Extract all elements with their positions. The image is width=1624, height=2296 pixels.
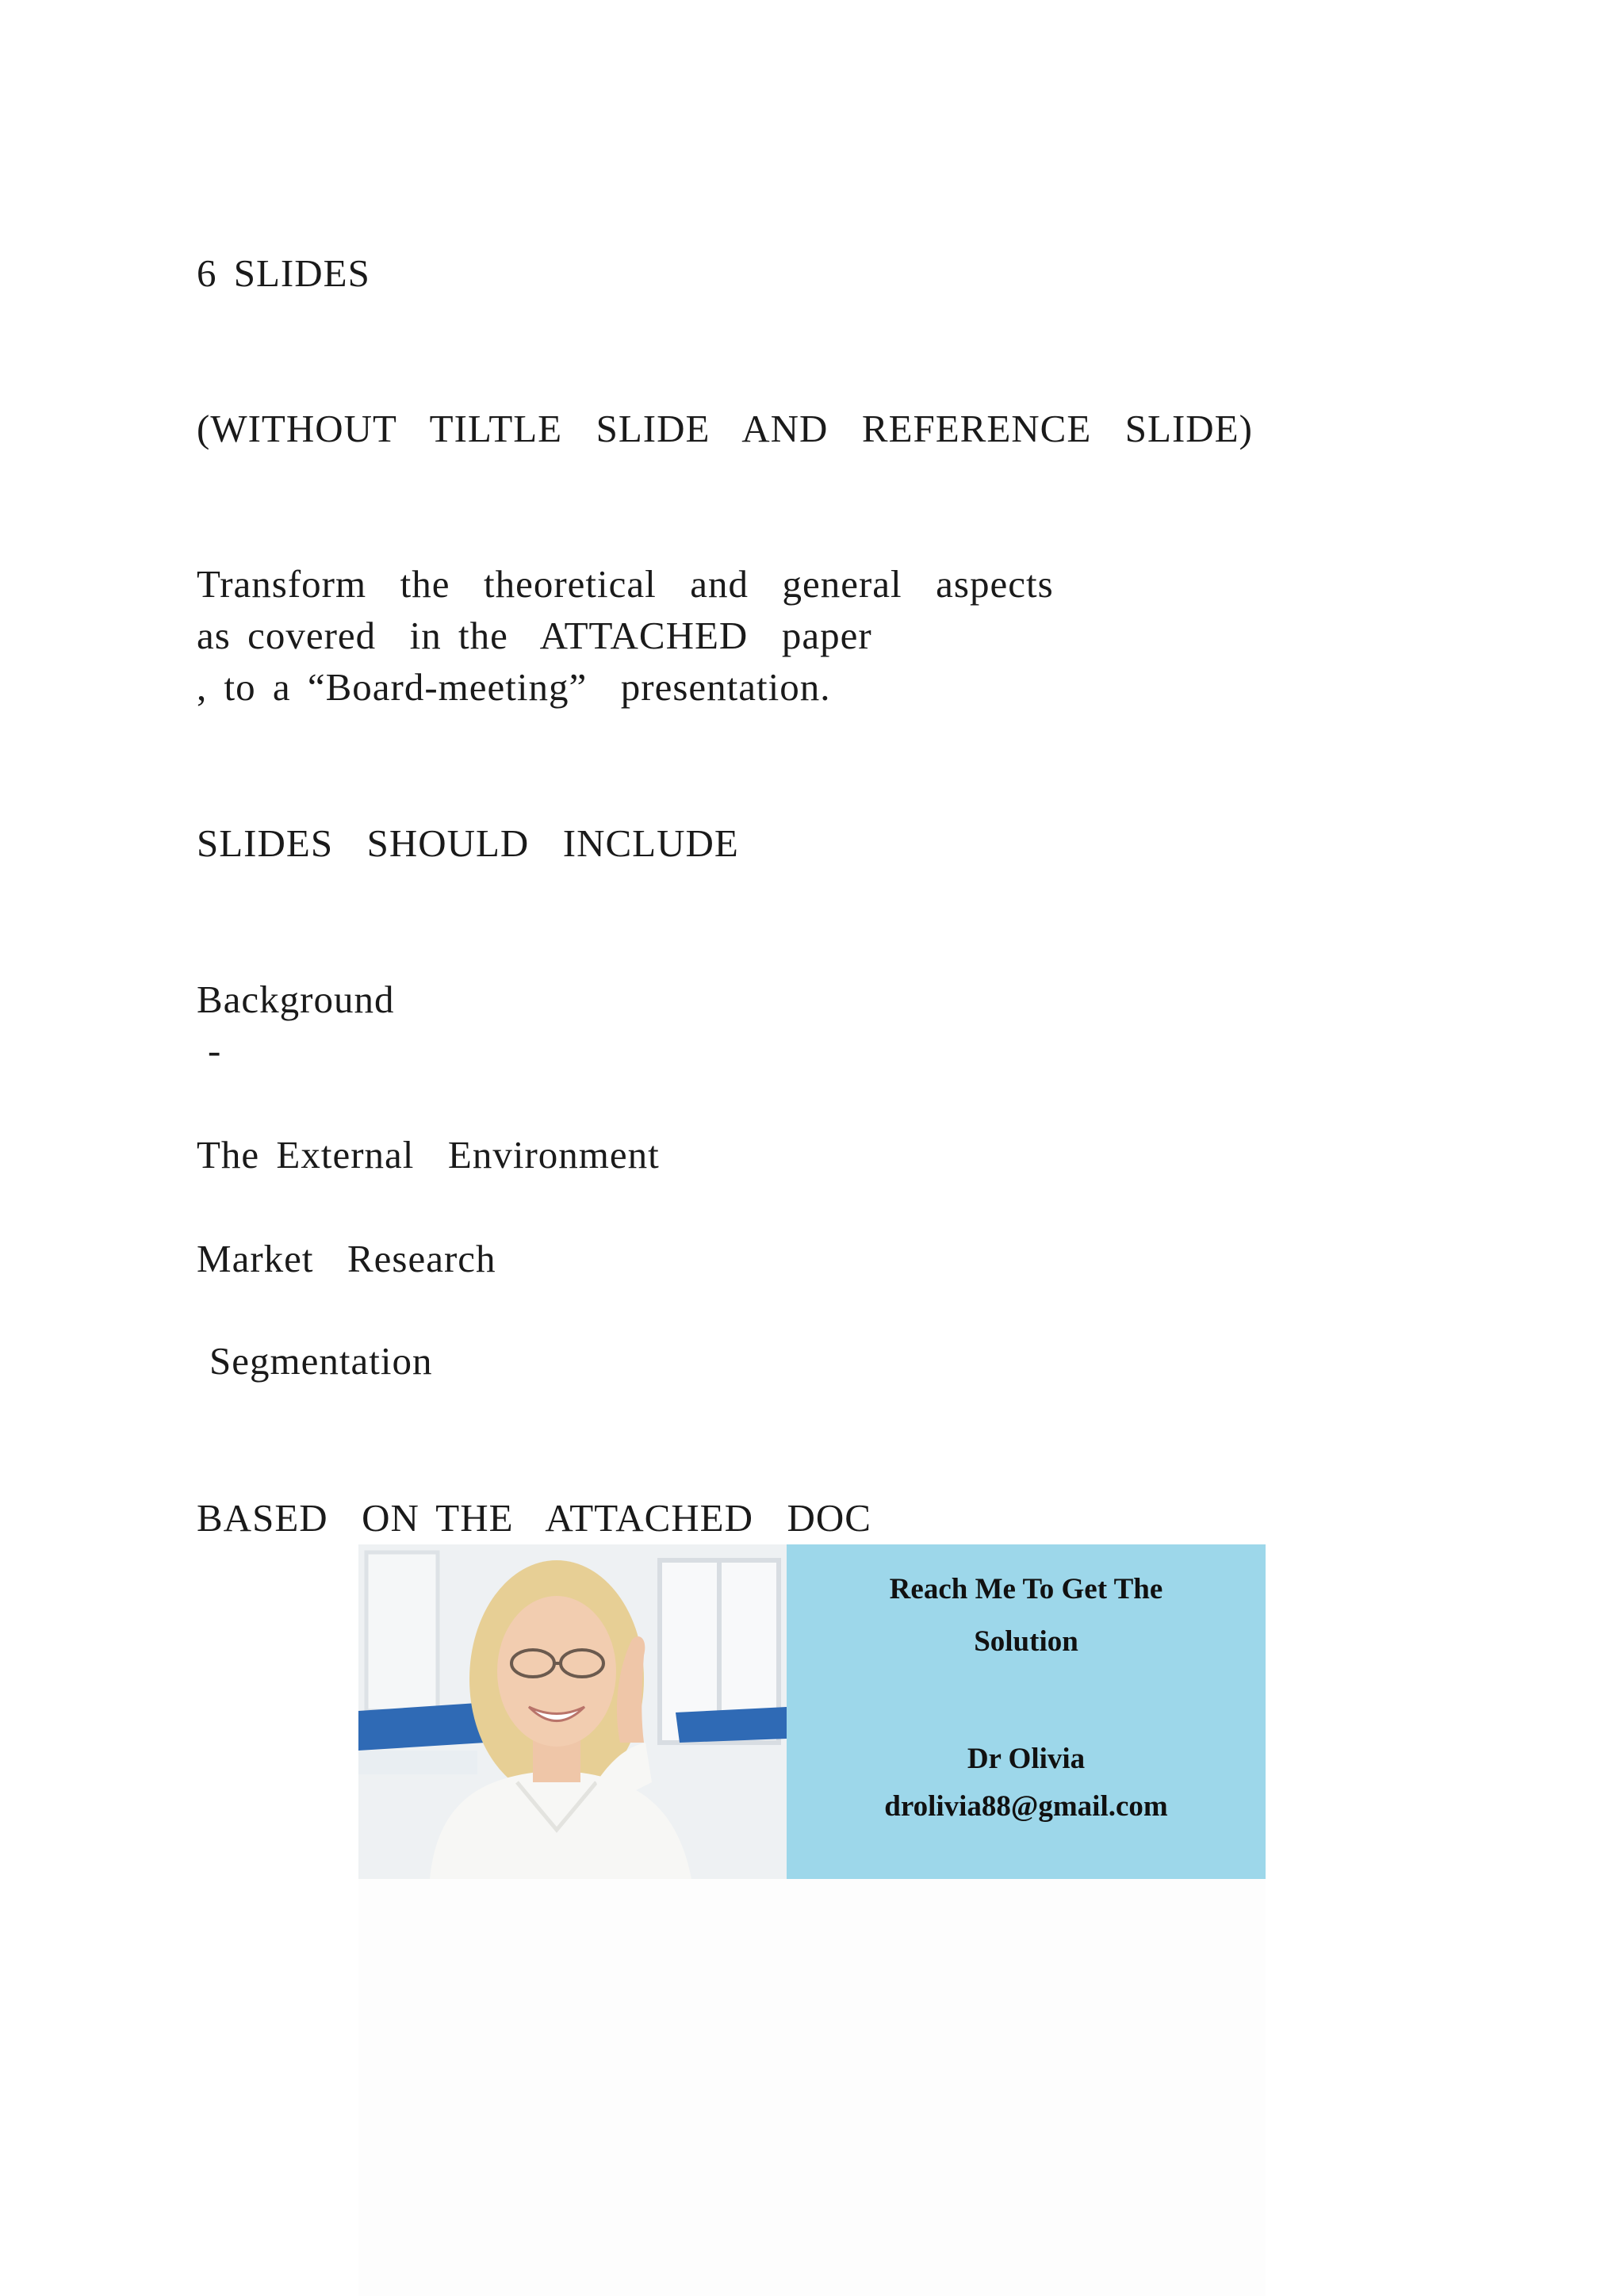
promo-line-1: Reach Me To Get The <box>889 1573 1163 1605</box>
item-external-environment: The External Environment <box>197 1133 660 1177</box>
item-background: Background <box>197 978 395 1021</box>
instruction-line-1: Transform the theoretical and general aspects <box>197 562 1054 606</box>
promo-name: Dr Olivia <box>967 1743 1086 1775</box>
promo-line-2: Solution <box>974 1625 1078 1658</box>
woman-photo <box>358 1544 787 1879</box>
footer-note: BASED ON THE ATTACHED DOC <box>197 1496 871 1540</box>
promo-email[interactable]: drolivia88@gmail.com <box>884 1790 1168 1823</box>
blank-area <box>358 1879 1266 2296</box>
slides-include-heading: SLIDES SHOULD INCLUDE <box>197 821 739 865</box>
instruction-line-2: as covered in the ATTACHED paper <box>197 614 872 657</box>
item-dash: - <box>208 1028 222 1072</box>
contact-panel <box>787 1544 1266 1879</box>
promo-banner[interactable] <box>358 1544 1266 1879</box>
item-segmentation: Segmentation <box>209 1339 433 1383</box>
instruction-line-3: , to a “Board-meeting” presentation. <box>197 665 831 709</box>
item-market-research: Market Research <box>197 1237 496 1280</box>
heading-slide-count: 6 SLIDES <box>197 251 370 295</box>
subheading-exclusions: (WITHOUT TILTLE SLIDE AND REFERENCE SLIDE) <box>197 407 1253 450</box>
